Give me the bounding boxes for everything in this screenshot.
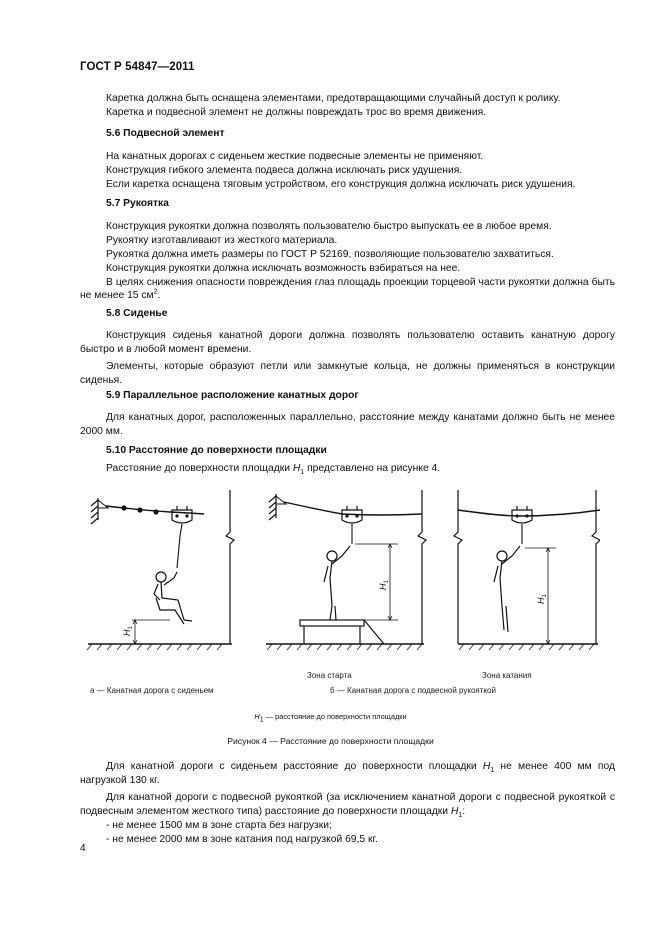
section-heading: 5.7 Рукоятка bbox=[106, 198, 169, 209]
wall-c-right bbox=[592, 490, 600, 644]
cable-b bbox=[284, 502, 422, 515]
paragraph: Конструкция гибкого элемента подвеса должна исключать риск удушения. bbox=[106, 164, 463, 176]
list-item: - не менее 1500 мм в зоне старта без нагрузки; bbox=[106, 819, 332, 831]
paragraph: Для канатных дорог, расположенных параллельно, расстояние между канатами должно быть не менее 2000 мм. bbox=[80, 411, 615, 437]
paragraph: Для канатной дороги с сиденьем расстояние до поверхности площадки $H_1$ не менее 400 мм под нагрузкой 130 кг. bbox=[80, 761, 615, 786]
cable-c bbox=[458, 510, 600, 516]
wall-anchor-left bbox=[91, 498, 108, 524]
wall-c-left bbox=[454, 490, 462, 644]
paragraph: В целях снижения опасности повреждения глаз площадь проекции торцевой части рукоятки должна быть не менее 15 $см^2$. bbox=[80, 276, 615, 302]
section-5-8 bbox=[80, 307, 615, 388]
standing-person-start bbox=[324, 546, 350, 620]
paragraph: На канатных дорогах с сиденьем жесткие подвесные элементы не применяют. bbox=[106, 150, 484, 162]
zone-ride-label: Зона катания bbox=[482, 671, 532, 680]
wall-b-right bbox=[418, 490, 426, 644]
dim-label-c: $H_1$ bbox=[536, 594, 548, 604]
paragraph: Расстояние до поверхности площадки $H_1$ представлено на рисунке 4. bbox=[106, 462, 441, 476]
requirements-block bbox=[80, 760, 615, 846]
wall-anchor-middle bbox=[269, 494, 286, 520]
figure-legend: $H_1$ — расстояние до поверхности площадки bbox=[254, 712, 407, 724]
paragraph: Для канатной дороги с подвесной рукояткой (за исключением канатной дороги с подвесной рукояткой с подвесным элементом жесткого типа) расстояние до поверхности площадки $H_1$: bbox=[80, 791, 615, 819]
figure-title: Рисунок 4 — Расстояние до поверхности площадки bbox=[227, 736, 434, 746]
dim-label-b: $H_1$ bbox=[378, 580, 390, 590]
paragraph: Конструкция рукоятки должна исключать возможность взбираться на нее. bbox=[106, 262, 461, 274]
paragraph: Каретка и подвесной элемент не должны повреждать трос во время движения. bbox=[106, 106, 487, 118]
seated-person-figure bbox=[154, 572, 192, 624]
figure-4-diagram bbox=[80, 486, 600, 686]
paragraph: Конструкция рукоятки должна позволять пользователю быстро выпускать ее в любое время. bbox=[106, 220, 552, 232]
section-5-6 bbox=[80, 127, 615, 192]
section-5-10 bbox=[80, 444, 615, 476]
paragraph: Элементы, которые образуют петли или замкнутые кольца, не должны применяться в конструкции сиденья. bbox=[80, 360, 615, 386]
standing-person-ride bbox=[494, 546, 520, 632]
section-heading: 5.9 Параллельное расположение канатных дорог bbox=[106, 390, 359, 401]
section-heading: 5.6 Подвесной элемент bbox=[106, 128, 225, 139]
dim-label-a: $H_1$ bbox=[122, 626, 134, 636]
paragraph: Рукоятку изготавливают из жесткого материала. bbox=[106, 234, 338, 246]
wall-a-right bbox=[226, 490, 234, 644]
start-platform bbox=[300, 620, 384, 644]
section-heading: 5.10 Расстояние до поверхности площадки bbox=[106, 445, 327, 456]
list-item: - не менее 2000 мм в зоне катания под нагрузкой 69,5 кг. bbox=[106, 833, 378, 845]
panel-a-caption: а — Канатная дорога с сиденьем bbox=[90, 686, 214, 695]
document-id-header: ГОСТ Р 54847—2011 bbox=[80, 61, 195, 73]
paragraph: Каретка должна быть оснащена элементами, предотвращающими случайный доступ к ролику. bbox=[106, 93, 561, 104]
section-heading: 5.8 Сиденье bbox=[106, 308, 168, 319]
paragraph: Если каретка оснащена тяговым устройством, его конструкция должна исключать риск удушения. bbox=[106, 178, 576, 190]
trolley-c bbox=[512, 506, 532, 523]
page-number: 4 bbox=[80, 843, 86, 854]
zone-start-label: Зона старта bbox=[307, 671, 352, 680]
trolley-a bbox=[172, 506, 192, 523]
paragraph: Конструкция сиденья канатной дороги должна позволять пользователю оставить канатную дорогу быстро и в любой момент времени. bbox=[80, 329, 615, 355]
section-5-7 bbox=[80, 197, 615, 303]
section-5-9 bbox=[80, 389, 615, 439]
paragraph: Рукоятка должна иметь размеры по ГОСТ Р 52169, позволяющие пользователю захватиться. bbox=[106, 248, 554, 260]
panel-b-caption: б — Канатная дорога с подвесной рукояткой bbox=[330, 686, 496, 695]
intro-block bbox=[80, 92, 615, 120]
